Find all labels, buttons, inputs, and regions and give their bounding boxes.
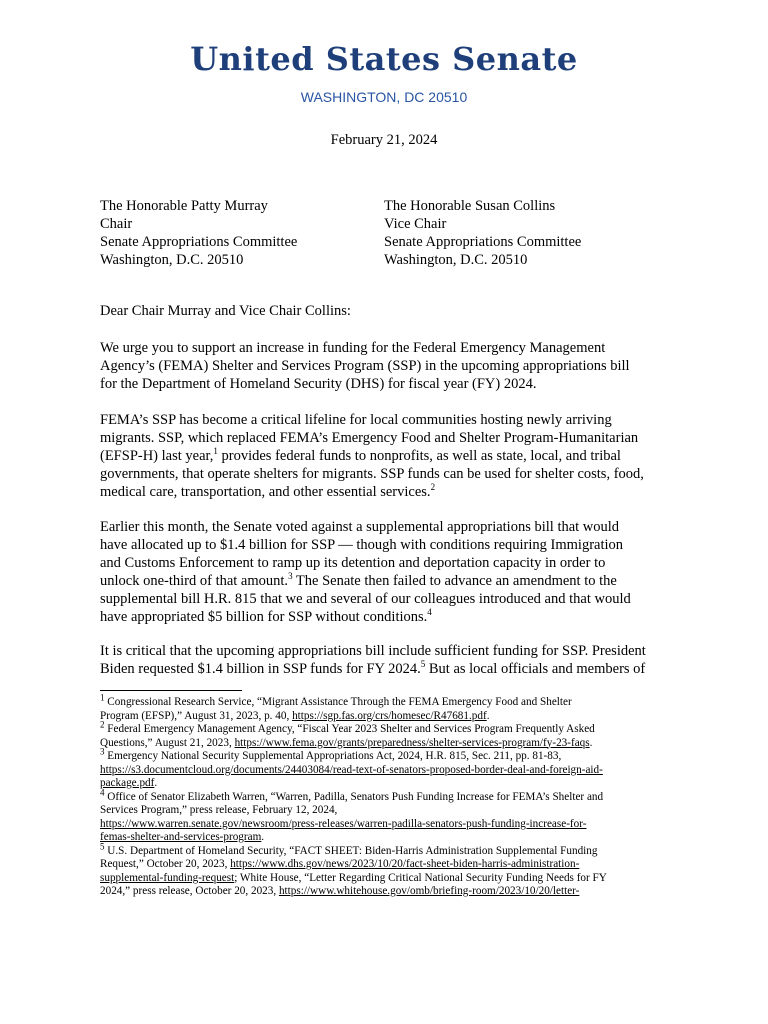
footnote-link[interactable]: https://www.warren.senate.gov/newsroom/press-releases/warren-padilla-senators-push-funding-increase-for- [100,817,587,830]
letterhead-subtitle: WASHINGTON, DC 20510 [300,89,468,105]
footnote-2 [100,719,680,750]
text-line [100,447,674,465]
text-line: Agency’s (FEMA) Shelter and Services Program (SSP) in the upcoming appropriations bill [100,358,630,374]
footnote-1 [100,692,680,723]
text-line [100,872,680,886]
recipient-city: Washington, D.C. 20510 [100,252,244,268]
text-span: Office of Senator Elizabeth Warren, “Warren, Padilla, Senators Push Funding Increase for FEMA’s Shelter and [104,790,604,803]
text-line: for the Department of Homeland Security (DHS) for fiscal year (FY) 2024. [100,376,537,392]
text-line [100,858,680,872]
text-line: migrants. SSP, which replaced FEMA’s Emergency Food and Shelter Program-Humanitarian [100,430,639,446]
text-line: Services Program,” press release, February 12, 2024, [100,804,338,816]
text-span: medical care, transportation, and other essential services. [100,484,431,500]
text-line: supplemental bill H.R. 815 that we and several of our colleagues introduced and that would [100,591,631,607]
text-line [100,746,680,764]
footnote-link[interactable]: https://www.whitehouse.gov/omb/briefing-room/2023/10/20/letter- [278,885,580,897]
text-line [100,692,680,710]
paragraph-3 [100,518,674,626]
footnote-link[interactable]: https://sgp.fas.org/crs/homesec/R47681.pdf [292,709,487,722]
footnote-ref-3[interactable]: 3 [288,571,293,582]
recipient-left [100,197,297,269]
text-line [100,719,680,737]
text-span: ; White House, “Letter Regarding Critical National Security Funding Needs for FY [234,871,607,884]
footnote-mark: 3 [100,746,105,757]
text-span: 2024,” press release, October 20, 2023, [100,885,279,897]
text-line [100,818,680,832]
text-line [100,777,680,791]
text-line: It is critical that the upcoming appropriations bill include sufficient funding for SSP. President [100,643,646,659]
text-span: Questions,” August 21, 2023, [100,736,235,749]
recipient-committee: Senate Appropriations Committee [384,234,582,250]
footnote-5 [100,840,680,899]
footnote-link[interactable]: https://www.dhs.gov/news/2023/10/20/fact-sheet-biden-harris-administration- [230,858,580,870]
paragraph-2 [100,411,674,501]
text-line [100,572,674,590]
paragraph-4 [100,642,674,678]
footnote-link[interactable]: femas-shelter-and-services-program [100,831,262,843]
text-span: Biden requested $1.4 billion in SSP funds for FY 2024. [100,661,421,677]
text-line: and Customs Enforcement to ramp up its detention and deportation capacity in order to [100,555,606,571]
footnote-divider [100,690,242,691]
footnote-link[interactable]: package.pdf [100,777,155,789]
recipient-title: Vice Chair [384,216,447,232]
paragraph-1 [100,339,674,393]
text-span: Federal Emergency Management Agency, “Fiscal Year 2023 Shelter and Services Program Frequently Asked [104,723,595,735]
recipient-right [384,197,581,269]
recipient-name: The Honorable Susan Collins [384,198,556,214]
footnote-ref-1[interactable]: 1 [213,446,218,457]
text-span: . [589,736,593,749]
text-line [100,840,680,859]
footnote-ref-4[interactable]: 4 [427,607,432,618]
salutation: Dear Chair Murray and Vice Chair Collins: [100,303,351,319]
footnote-mark: 2 [100,719,105,730]
footnote-link[interactable]: https://www.fema.gov/grants/preparedness/shelter-services-program/fy-23-faqs [234,736,590,749]
text-line [100,608,674,626]
text-span: provides federal funds to nonprofits, as well as state, local, and tribal [217,448,621,464]
text-span: Program (EFSP),” August 31, 2023, p. 40, [100,709,293,722]
recipient-committee: Senate Appropriations Committee [100,234,298,250]
footnote-link[interactable]: https://s3.documentcloud.org/documents/24403084/read-text-of-senators-proposed-border-deal-and-foreign-aid- [100,763,603,776]
text-line: have allocated up to $1.4 billion for SSP — though with conditions requiring Immigration [100,537,624,553]
text-line: governments, that operate shelters for migrants. SSP funds can be used for shelter costs, food, [100,466,644,482]
text-span: The Senate then failed to advance an amendment to the [292,573,617,589]
text-span: . [486,709,490,722]
text-span: Emergency National Security Supplemental Appropriations Act, 2024, H.R. 815, Sec. 211, pp. 81-83, [104,750,562,762]
text-span: (EFSP-H) last year, [100,448,214,464]
text-span: Request,” October 20, 2023, [100,858,231,870]
text-line: FEMA’s SSP has become a critical lifeline for local communities hosting newly arriving [100,412,612,428]
text-span: unlock one-third of that amount. [100,573,289,589]
text-span: . [261,831,265,843]
text-line [100,483,674,501]
footnote-link[interactable]: supplemental-funding-request [100,871,235,884]
text-line [100,737,680,751]
recipient-city: Washington, D.C. 20510 [384,252,528,268]
text-span: Congressional Research Service, “Migrant Assistance Through the FEMA Emergency Food and Shelter [104,696,572,708]
text-line [100,786,680,805]
text-line: We urge you to support an increase in funding for the Federal Emergency Management [100,340,606,356]
footnote-ref-5[interactable]: 5 [420,659,426,670]
text-span: . [154,777,158,789]
recipient-title: Chair [100,216,133,232]
text-span: have appropriated $5 billion for SSP without conditions. [100,609,428,625]
text-line [100,764,680,778]
text-span: U.S. Department of Homeland Security, “FACT SHEET: Biden-Harris Administration Supplemental Funding [104,844,598,857]
footnote-mark: 4 [100,786,105,797]
text-line [100,660,674,678]
footnote-mark: 5 [100,840,105,851]
letterhead-title: United States Senate [190,40,578,78]
footnote-ref-2[interactable]: 2 [430,482,436,493]
letter-date: February 21, 2024 [330,132,438,148]
recipient-name: The Honorable Patty Murray [100,198,268,214]
footnotes [100,692,680,899]
text-line [100,710,680,724]
footnote-4 [100,786,680,845]
text-line [100,885,680,899]
footnote-mark: 1 [100,692,105,703]
text-line: Earlier this month, the Senate voted against a supplemental appropriations bill that would [100,519,620,535]
text-span: But as local officials and members of [425,661,646,677]
footnote-3 [100,746,680,791]
text-line [100,831,680,845]
